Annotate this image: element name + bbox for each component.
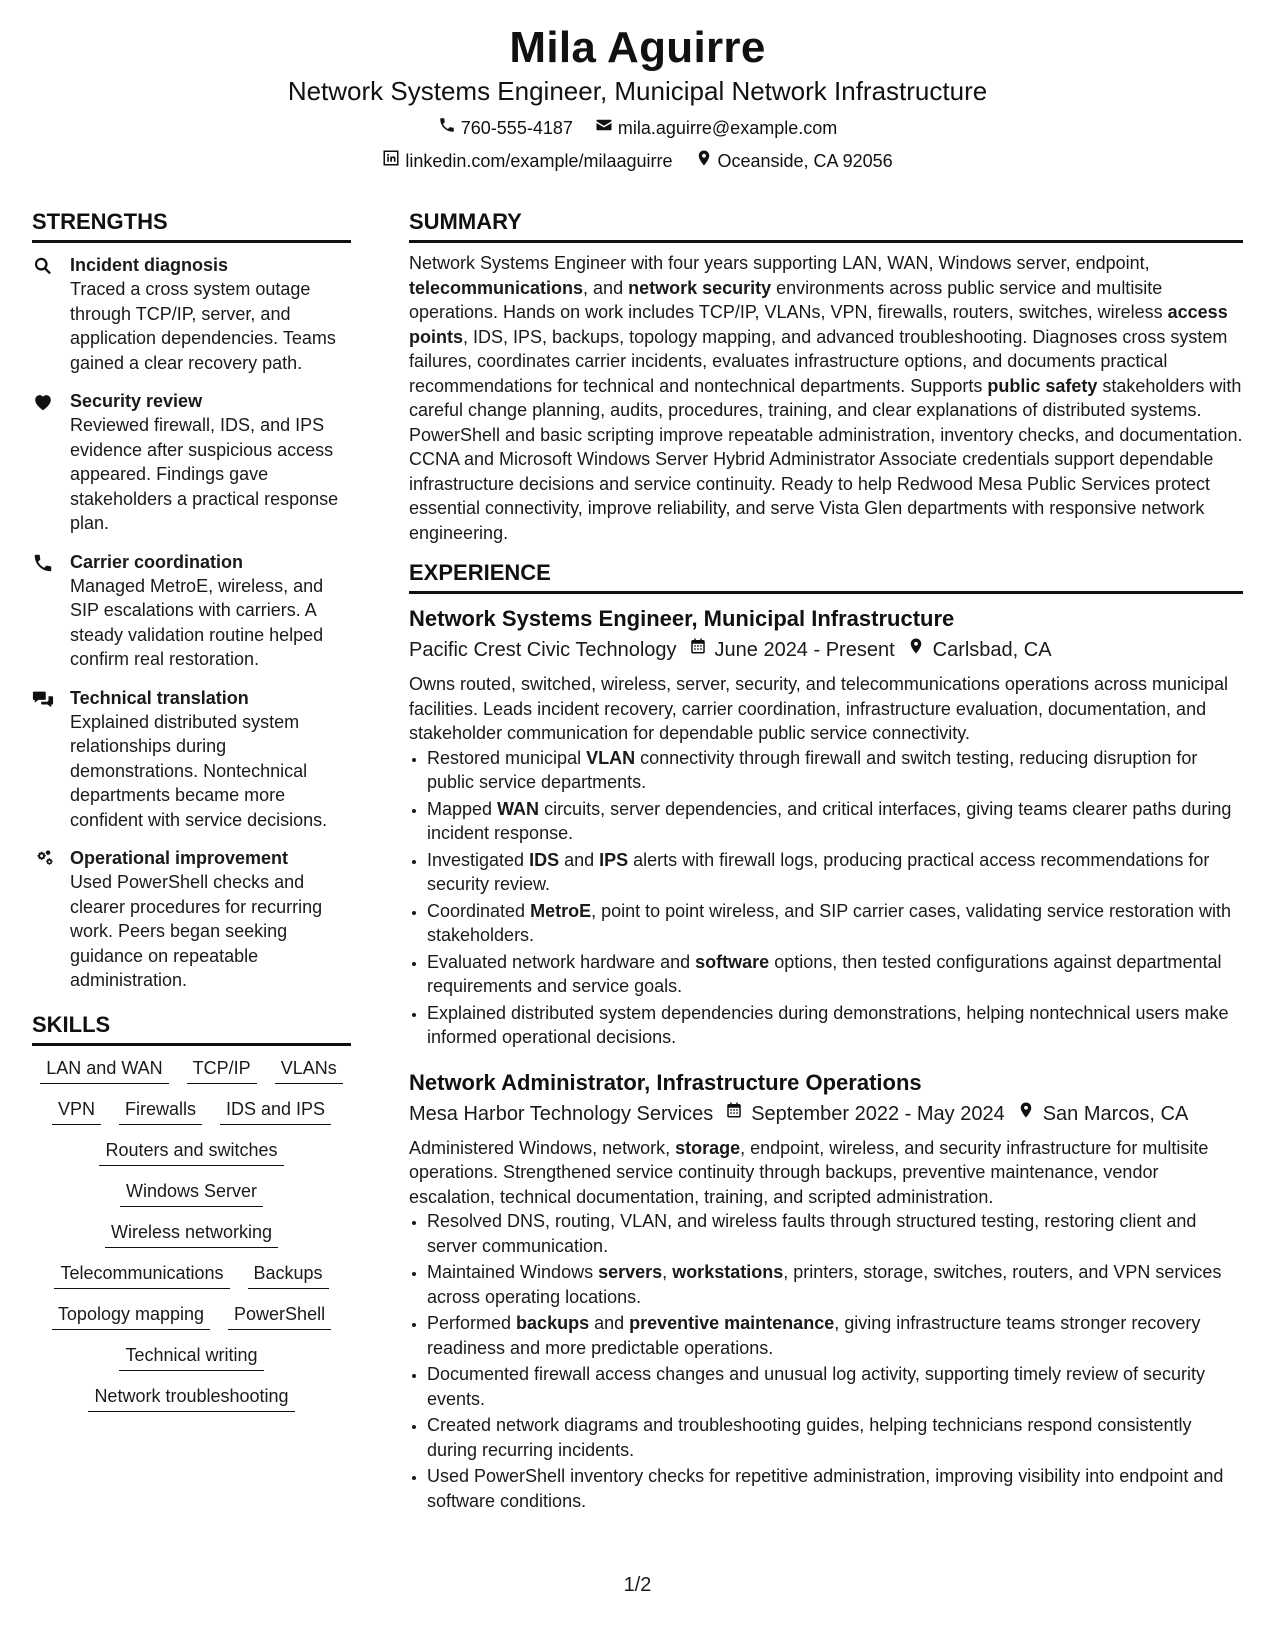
job-entry: [409, 1068, 1243, 1514]
job-intro: Owns routed, switched, wireless, server, security, and telecommunications operations across municipal facilities. Leads incident recovery, carrier coordination, infrastructure evaluation, documentation, and stakeholder communication for dependable public service connectivity.: [409, 674, 1229, 743]
job-location: San Marcos, CA: [1017, 1100, 1189, 1128]
skill-tag: VLANs: [275, 1056, 343, 1084]
skill-tag: LAN and WAN: [40, 1056, 168, 1084]
skills-list: [32, 1056, 351, 1412]
chat-icon: [32, 688, 54, 710]
list-item: • Used PowerShell inventory checks for repetitive administration, improving visibility into endpoint and software conditions.: [427, 1464, 1243, 1513]
contact-row-2: [0, 149, 1275, 173]
contact-phone: [438, 116, 573, 140]
resume-header: [0, 22, 1275, 173]
company-name: Pacific Crest Civic Technology: [409, 639, 677, 661]
company-name: Mesa Harbor Technology Services: [409, 1102, 714, 1125]
list-item: • Performed backups and preventive maintenance, giving infrastructure teams stronger recovery readiness and more predictable operations.: [427, 1311, 1243, 1360]
skill-tag: Windows Server: [120, 1179, 263, 1207]
skill-tag: Backups: [248, 1261, 329, 1289]
map-pin-icon: [1017, 1100, 1035, 1128]
strength-description: Reviewed firewall, IDS, and IPS evidence after suspicious access appeared. Findings gave stakeholders a practical response plan.: [70, 415, 339, 533]
candidate-headline: Network Systems Engineer, Municipal Network Infrastructure: [287, 76, 988, 106]
strength-description: Traced a cross system outage through TCP/IP, server, and application dependencies. Teams gained a clear recovery path.: [70, 279, 336, 373]
skill-tag: Topology mapping: [52, 1302, 210, 1330]
strengths-list: [32, 253, 351, 993]
page-number: 1/2: [623, 1574, 652, 1596]
contact-linkedin[interactable]: [382, 149, 672, 173]
list-item: • Restored municipal VLAN connectivity through firewall and switch testing, reducing disruption for public service departments.: [427, 746, 1243, 795]
linkedin-icon: [382, 149, 400, 173]
envelope-icon: [595, 116, 613, 140]
phone-icon: [438, 116, 456, 140]
summary-heading: SUMMARY: [409, 208, 1243, 243]
skill-tag: PowerShell: [228, 1302, 331, 1330]
job-title: Network Administrator, Infrastructure Operations: [409, 1069, 922, 1095]
skill-tag: Network troubleshooting: [88, 1384, 294, 1412]
skill-tag: Technical writing: [119, 1343, 263, 1371]
list-item: • Resolved DNS, routing, VLAN, and wireless faults through structured testing, restoring client and server communication.: [427, 1209, 1243, 1258]
calendar-icon: [725, 1100, 743, 1128]
job-dates: June 2024 - Present: [689, 636, 895, 664]
list-item: • Mapped WAN circuits, server dependencies, and critical interfaces, giving teams clearer paths during incident response.: [427, 797, 1243, 846]
right-column: [409, 208, 1243, 1515]
calendar-icon: [689, 636, 707, 664]
skill-tag: TCP/IP: [187, 1056, 257, 1084]
strengths-heading: STRENGTHS: [32, 208, 351, 243]
email-text[interactable]: mila.aguirre@example.com: [617, 118, 838, 138]
list-item: • Evaluated network hardware and software options, then tested configurations against departmental requirements and service goals.: [427, 950, 1243, 999]
job-bullets: [409, 746, 1243, 1050]
search-icon: [32, 255, 54, 277]
map-pin-icon: [695, 149, 713, 173]
skill-tag: VPN: [52, 1097, 101, 1125]
skill-tag: Telecommunications: [54, 1261, 229, 1289]
phone-text: 760-555-4187: [460, 118, 573, 138]
summary-paragraph: Network Systems Engineer with four years supporting LAN, WAN, Windows server, endpoint, telecommunications, and network security environments across public service and multisite operations. Hands on work includes TCP/IP, VLANs, VPN, firewalls, routers, switches, wireless access points, IDS, IPS, backups, topology mapping, and advanced troubleshooting. Diagnoses cross system failures, coordinates carrier incidents, evaluates infrastructure options, and documents practical recommendations for technical and nontechnical departments. Supports public safety stakeholders with careful change planning, audits, procedures, training, and clear explanations of distributed systems. PowerShell and basic scripting improve repeatable administration, inventory checks, and documentation. CCNA and Microsoft Windows Server Hybrid Administrator Associate credentials support dependable infrastructure decisions and service continuity. Ready to help Redwood Mesa Public Services protect essential connectivity, improve reliability, and serve Vista Glen departments with responsive network engineering.: [409, 253, 1243, 543]
skill-tag: Routers and switches: [99, 1138, 283, 1166]
contact-email[interactable]: [595, 116, 837, 140]
heart-icon: [32, 391, 54, 413]
strength-description: Managed MetroE, wireless, and SIP escalations with carriers. A steady validation routine helped confirm real restoration.: [70, 575, 324, 669]
strength-title: Security review: [70, 391, 203, 411]
strength-title: Technical translation: [70, 687, 249, 708]
job-dates: September 2022 - May 2024: [725, 1100, 1005, 1128]
list-item: • Coordinated MetroE, point to point wireless, and SIP carrier cases, validating service restoration with stakeholders.: [427, 899, 1243, 948]
map-pin-icon: [907, 636, 925, 664]
list-item: • Created network diagrams and troubleshooting guides, helping technicians respond consistently during recurring incidents.: [427, 1413, 1243, 1462]
contact-location: [695, 149, 893, 173]
job-bullets: [409, 1209, 1243, 1513]
job-entry: [409, 604, 1243, 1050]
strength-item: [32, 686, 351, 833]
experience-heading: EXPERIENCE: [409, 559, 1243, 594]
contact-row-1: [0, 116, 1275, 140]
list-item: • Documented firewall access changes and unusual log activity, supporting timely review of security events.: [427, 1362, 1243, 1411]
strength-description: Explained distributed system relationships during demonstrations. Nontechnical departments became more confident with service decisions.: [70, 711, 328, 830]
job-meta: [409, 1100, 1243, 1128]
list-item: • Investigated IDS and IPS alerts with firewall logs, producing practical access recommendations for security review.: [427, 848, 1243, 897]
list-item: • Explained distributed system dependencies during demonstrations, helping nontechnical users make informed operational decisions.: [427, 1001, 1243, 1050]
linkedin-text[interactable]: linkedin.com/example/milaaguirre: [405, 151, 673, 171]
skills-heading: SKILLS: [32, 1011, 351, 1046]
list-item: • Maintained Windows servers, workstations, printers, storage, switches, routers, and VPN services across operating locations.: [427, 1260, 1243, 1309]
phone-icon: [32, 552, 54, 574]
location-text: Oceanside, CA 92056: [717, 151, 893, 171]
candidate-name: Mila Aguirre: [509, 23, 766, 72]
strength-title: Operational improvement: [70, 848, 289, 868]
skill-tag: Wireless networking: [105, 1220, 278, 1248]
strength-item: [32, 846, 351, 993]
strength-item: [32, 550, 351, 672]
strength-item: [32, 389, 351, 536]
job-title: Network Systems Engineer, Municipal Infrastructure: [409, 606, 955, 631]
job-meta: [409, 636, 1243, 664]
skill-tag: Firewalls: [119, 1097, 202, 1125]
gears-icon: [32, 848, 54, 870]
strength-item: [32, 253, 351, 375]
strength-description: Used PowerShell checks and clearer procedures for recurring work. Peers began seeking guidance on repeatable administration.: [70, 872, 323, 990]
skill-tag: IDS and IPS: [220, 1097, 331, 1125]
job-intro: Administered Windows, network, storage, endpoint, wireless, and security infrastructure for multisite operations. Strengthened service continuity through backups, preventive maintenance, vendor escalation, technical documentation, training, and scripted administration.: [409, 1137, 1209, 1207]
left-column: [32, 208, 351, 1425]
job-location: Carlsbad, CA: [907, 636, 1052, 664]
strength-title: Incident diagnosis: [70, 255, 229, 275]
strength-title: Carrier coordination: [70, 551, 244, 572]
